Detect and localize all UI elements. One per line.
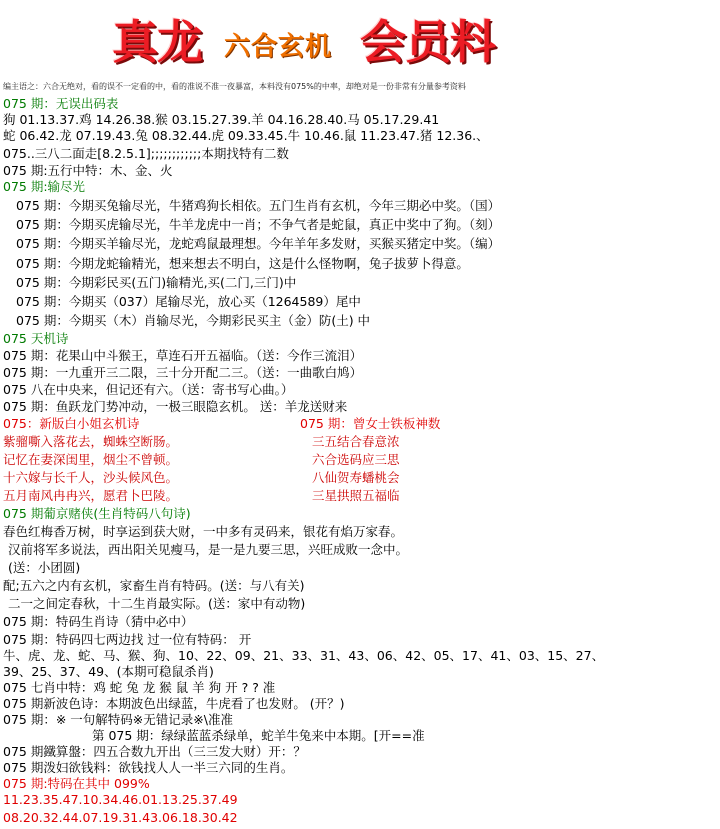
lose-all-line-5: 075 期：今期彩民买(五门)输精光,买(二门,三门)中	[16, 275, 297, 290]
lose-all-line-2: 075 期：今期买虎输尽光，牛羊龙虎中一肖；不争气者是蛇鼠，真正中奖中了狗。（刻）	[16, 217, 501, 232]
seven-zodiac-line: 075 七肖中特：鸡 蛇 兔 龙 猴 鼠 羊 狗 开 ? ? 准	[3, 680, 276, 695]
white-lady-line-3: 十六嫁与长千人，沙头候风色。	[3, 470, 179, 485]
heaven-poem-line-1: 075 期：花果山中斗猴王，草连石开五福临。（送：今作三流泪）	[3, 348, 363, 363]
five-elements-line: 075 期:五行中特：木、金、火	[3, 163, 173, 178]
madam-zeng-line-4: 三星拱照五福临	[312, 488, 400, 503]
title-huiyuanliao: 会员料	[360, 15, 495, 69]
title-zhenlong: 真龙	[112, 15, 202, 69]
madam-zeng-line-1: 三五结合春意浓	[312, 434, 400, 449]
white-lady-line-4: 五月南风冉冉兴，愿君卜巴陵。	[3, 488, 179, 503]
lose-all-line-3: 075 期：今期买羊输尽光，龙蛇鸡鼠最理想。今年羊年多发财，买猴买猪定中奖。（编）	[16, 236, 501, 251]
gambler-poem-line-3: 配;五六之内有玄机，家畜生肖有特码。(送：与八有关)	[3, 578, 305, 593]
iron-abacus-line: 075 期鐵算盤：四五合数九开出（三三发大财）开：？	[3, 744, 306, 759]
title-banner	[0, 0, 720, 76]
wave-color-poem: 075 期新波色诗：本期波色出绿蓝，牛虎看了也发财。 (开？)	[3, 696, 345, 711]
gambler-poem-line-4: 二一之间定春秋，十二生肖最实际。(送：家中有动物)	[8, 596, 306, 611]
section-heading-error-free-table: 075 期：无误出码表	[3, 96, 119, 111]
special-code-heading: 075 期:特码在其中 099%	[3, 776, 150, 791]
green-blue-line: 第 075 期：绿绿蓝蓝杀绿单，蛇羊牛兔来中本期。[开==准	[92, 728, 425, 743]
disclaimer-text: 编主语之：六合无绝对，看的误不一定看的中，看的准说不准一夜暴富，本料没有075%的中率，却绝对是一份非常有分量参考资料	[3, 82, 466, 91]
section-heading-white-lady: 075：新版白小姐玄机诗	[3, 416, 140, 431]
title-liuhe-xuanji: 六合玄机	[224, 32, 333, 62]
section-heading-macau-gambler: 075 期葡京赌侠(生肖特码八句诗)	[3, 506, 191, 521]
lose-all-line-1: 075 期：今期买兔输尽光，牛猪鸡狗长相依。五门生肖有玄机，今年三期必中奖。（国）	[16, 198, 501, 213]
zodiac-number-row-1: 狗 01.13.37.鸡 14.26.38.猴 03.15.27.39.羊 04.16.28.40.马 05.17.29.41	[3, 112, 440, 127]
heaven-poem-line-4: 075 期：鱼跃龙门势冲动，一极三眼隐玄机。 送：羊龙送财来	[3, 399, 348, 414]
gambler-poem-line-1: 春色红梅香万树，时享运到获大财，一中多有灵码来，银花有焰万家春。	[3, 524, 404, 539]
number-list-row-1: 牛、虎、龙、蛇、马、猴、狗、10、22、09、21、33、31、43、06、42、05、17、41、03、15、27、	[3, 648, 605, 663]
lose-all-line-4: 075 期：今期龙蛇输精光，想来想去不明白，这是什么怪物啊，兔子拔萝卜得意。	[16, 256, 469, 271]
three-eight-line: 075..三八二面走[8.2.5.1];;;;;;;;;;;;本期找特有二数	[3, 146, 289, 161]
section-heading-madam-zeng: 075 期：曾女士铁板神数	[300, 416, 441, 431]
special-code-zodiac-poem: 075 期：特码生肖诗（猜中必中）	[3, 614, 194, 629]
number-list-row-2: 39、25、37、49、(本期可稳鼠杀肖)	[3, 664, 214, 679]
lose-all-line-7: 075 期：今期买（木）肖输尽光，今期彩民买主（金）防(土) 中	[16, 313, 371, 328]
white-lady-line-1: 紫骝嘶入落花去，蜘蛛空断肠。	[3, 434, 179, 449]
zodiac-number-row-2: 蛇 06.42.龙 07.19.43.兔 08.32.44.虎 09.33.45.牛 10.46.鼠 11.23.47.猪 12.36.、	[3, 128, 489, 143]
four-seven-line: 075 期：特码四七两边找 过一位有特码： 开	[3, 632, 252, 647]
white-lady-line-2: 记忆在妻深闺里，烟尘不曾顿。	[3, 452, 179, 467]
one-sentence-code: 075 期：※ 一句解特码※无错记录※\准准	[3, 712, 233, 727]
gambler-poem-line-2: 汉前将军多说法，西出阳关见瘦马，是一是九要三思，兴旺成败一念中。	[8, 542, 409, 557]
heaven-poem-line-2: 075 期：一九重开三二限，三十分开配二三。（送：一曲歌白鸠）	[3, 365, 363, 380]
madam-zeng-line-2: 六合选码应三思	[312, 452, 400, 467]
madam-zeng-line-3: 八仙贺寿蟠桃会	[312, 470, 400, 485]
section-heading-lose-all: 075 期:输尽光	[3, 179, 86, 194]
gambler-poem-gift-1: (送：小团圆)	[8, 560, 81, 575]
lose-all-line-6: 075 期：今期买（037）尾输尽光，放心买（1264589）尾中	[16, 294, 361, 309]
shrew-money-line: 075 期泼妇欲钱料：欲钱找人人一半三六同的生肖。	[3, 760, 294, 775]
heaven-poem-line-3: 075 八在中央来，但记还有六。（送：寄书写心曲。）	[3, 382, 294, 397]
section-heading-heaven-poem: 075 天机诗	[3, 331, 69, 346]
special-code-numbers-1: 11.23.35.47.10.34.46.01.13.25.37.49	[3, 792, 238, 807]
special-code-numbers-2: 08.20.32.44.07.19.31.43.06.18.30.42	[3, 810, 238, 825]
